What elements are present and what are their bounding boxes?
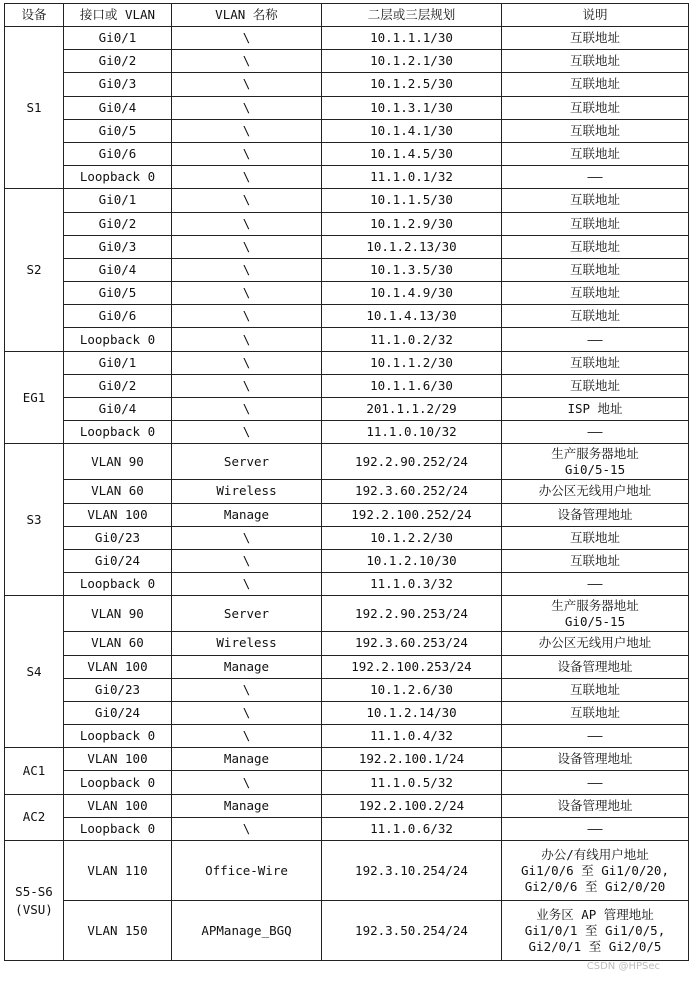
- header-row: [5, 4, 689, 27]
- address-cell: 192.2.100.1/24: [322, 748, 502, 771]
- vlan-name-cell: \: [172, 351, 322, 374]
- address-cell: 192.2.90.253/24: [322, 596, 502, 632]
- interface-cell: Gi0/1: [64, 351, 172, 374]
- interface-cell: Gi0/1: [64, 189, 172, 212]
- vlan-name-cell: \: [172, 678, 322, 701]
- description-cell: 业务区 AP 管理地址 Gi1/0/1 至 Gi1/0/5, Gi2/0/1 至 Gi2/0/5: [502, 901, 689, 961]
- interface-cell: Gi0/2: [64, 212, 172, 235]
- address-cell: 11.1.0.2/32: [322, 328, 502, 351]
- table-row: [5, 166, 689, 189]
- table-row: [5, 50, 689, 73]
- header-address-plan: 二层或三层规划: [322, 4, 502, 27]
- description-cell: 互联地址: [502, 73, 689, 96]
- description-cell: 互联地址: [502, 119, 689, 142]
- interface-cell: VLAN 60: [64, 480, 172, 503]
- address-cell: 192.3.60.253/24: [322, 632, 502, 655]
- header-description: 说明: [502, 4, 689, 27]
- vlan-name-cell: \: [172, 573, 322, 596]
- description-cell: 互联地址: [502, 282, 689, 305]
- watermark: CSDN @HPSec: [586, 961, 660, 972]
- vlan-name-cell: Server: [172, 596, 322, 632]
- address-cell: 10.1.1.5/30: [322, 189, 502, 212]
- vlan-name-cell: Wireless: [172, 632, 322, 655]
- vlan-name-cell: Office-Wire: [172, 841, 322, 901]
- table-row: [5, 655, 689, 678]
- description-cell: 互联地址: [502, 701, 689, 724]
- device-cell: S3: [5, 444, 64, 596]
- interface-cell: Gi0/24: [64, 701, 172, 724]
- address-cell: 11.1.0.10/32: [322, 421, 502, 444]
- device-cell: AC2: [5, 794, 64, 840]
- interface-cell: Gi0/3: [64, 73, 172, 96]
- description-cell: 互联地址: [502, 212, 689, 235]
- interface-cell: VLAN 110: [64, 841, 172, 901]
- interface-cell: Gi0/23: [64, 678, 172, 701]
- table-row: [5, 632, 689, 655]
- address-cell: 10.1.2.14/30: [322, 701, 502, 724]
- table-row: [5, 73, 689, 96]
- address-cell: 192.3.60.252/24: [322, 480, 502, 503]
- address-cell: 10.1.2.2/30: [322, 526, 502, 549]
- table-row: [5, 503, 689, 526]
- interface-cell: Gi0/24: [64, 549, 172, 572]
- header-device: 设备: [5, 4, 64, 27]
- table-row: [5, 841, 689, 901]
- description-cell: ——: [502, 771, 689, 794]
- interface-cell: VLAN 90: [64, 444, 172, 480]
- address-cell: 11.1.0.6/32: [322, 817, 502, 840]
- table-row: [5, 27, 689, 50]
- vlan-name-cell: \: [172, 725, 322, 748]
- description-cell: 互联地址: [502, 235, 689, 258]
- interface-cell: VLAN 100: [64, 748, 172, 771]
- address-cell: 192.2.90.252/24: [322, 444, 502, 480]
- device-cell: S1: [5, 27, 64, 189]
- header-interface: 接口或 VLAN: [64, 4, 172, 27]
- description-cell: 生产服务器地址 Gi0/5-15: [502, 444, 689, 480]
- vlan-name-cell: \: [172, 328, 322, 351]
- interface-cell: VLAN 60: [64, 632, 172, 655]
- vlan-name-cell: Server: [172, 444, 322, 480]
- description-cell: ——: [502, 573, 689, 596]
- table-row: [5, 305, 689, 328]
- interface-cell: Loopback 0: [64, 166, 172, 189]
- table-row: [5, 794, 689, 817]
- vlan-name-cell: \: [172, 27, 322, 50]
- interface-cell: Gi0/6: [64, 305, 172, 328]
- vlan-name-cell: \: [172, 212, 322, 235]
- vlan-name-cell: \: [172, 258, 322, 281]
- table-row: [5, 678, 689, 701]
- table-row: [5, 258, 689, 281]
- address-cell: 10.1.2.5/30: [322, 73, 502, 96]
- interface-cell: Loopback 0: [64, 573, 172, 596]
- table-row: [5, 142, 689, 165]
- vlan-name-cell: Manage: [172, 748, 322, 771]
- vlan-name-cell: \: [172, 189, 322, 212]
- vlan-name-cell: \: [172, 701, 322, 724]
- description-cell: ——: [502, 725, 689, 748]
- address-cell: 11.1.0.5/32: [322, 771, 502, 794]
- interface-cell: VLAN 150: [64, 901, 172, 961]
- description-cell: 互联地址: [502, 189, 689, 212]
- header-vlan-name: VLAN 名称: [172, 4, 322, 27]
- description-cell: 生产服务器地址 Gi0/5-15: [502, 596, 689, 632]
- interface-cell: Gi0/4: [64, 258, 172, 281]
- description-cell: 互联地址: [502, 526, 689, 549]
- address-cell: 192.3.50.254/24: [322, 901, 502, 961]
- description-cell: 互联地址: [502, 142, 689, 165]
- description-cell: 办公/有线用户地址 Gi1/0/6 至 Gi1/0/20, Gi2/0/6 至 Gi2/0/20: [502, 841, 689, 901]
- address-cell: 11.1.0.4/32: [322, 725, 502, 748]
- table-row: [5, 351, 689, 374]
- description-cell: 设备管理地址: [502, 655, 689, 678]
- interface-cell: Gi0/1: [64, 27, 172, 50]
- description-cell: 互联地址: [502, 305, 689, 328]
- vlan-name-cell: APManage_BGQ: [172, 901, 322, 961]
- interface-cell: VLAN 90: [64, 596, 172, 632]
- description-cell: 互联地址: [502, 549, 689, 572]
- device-cell: S2: [5, 189, 64, 351]
- table-row: [5, 235, 689, 258]
- interface-cell: Gi0/5: [64, 119, 172, 142]
- table-row: [5, 901, 689, 961]
- description-cell: 互联地址: [502, 374, 689, 397]
- vlan-name-cell: Manage: [172, 794, 322, 817]
- table-row: [5, 817, 689, 840]
- network-plan-table: [4, 3, 689, 961]
- interface-cell: Loopback 0: [64, 817, 172, 840]
- address-cell: 10.1.2.9/30: [322, 212, 502, 235]
- vlan-name-cell: \: [172, 73, 322, 96]
- description-cell: 设备管理地址: [502, 748, 689, 771]
- address-cell: 192.2.100.253/24: [322, 655, 502, 678]
- address-cell: 10.1.2.1/30: [322, 50, 502, 73]
- table-row: [5, 480, 689, 503]
- vlan-name-cell: \: [172, 305, 322, 328]
- address-cell: 10.1.4.5/30: [322, 142, 502, 165]
- table-row: [5, 421, 689, 444]
- address-cell: 10.1.2.10/30: [322, 549, 502, 572]
- table-row: [5, 328, 689, 351]
- table-row: [5, 701, 689, 724]
- device-cell: AC1: [5, 748, 64, 794]
- description-cell: 互联地址: [502, 678, 689, 701]
- table-row: [5, 526, 689, 549]
- address-cell: 10.1.1.2/30: [322, 351, 502, 374]
- description-cell: ISP 地址: [502, 398, 689, 421]
- table-row: [5, 725, 689, 748]
- address-cell: 10.1.4.13/30: [322, 305, 502, 328]
- vlan-name-cell: \: [172, 142, 322, 165]
- description-cell: ——: [502, 328, 689, 351]
- table-row: [5, 596, 689, 632]
- interface-cell: Gi0/2: [64, 50, 172, 73]
- table-row: [5, 374, 689, 397]
- description-cell: 设备管理地址: [502, 503, 689, 526]
- address-cell: 192.2.100.2/24: [322, 794, 502, 817]
- vlan-name-cell: Manage: [172, 503, 322, 526]
- network-plan-table-wrapper: [4, 3, 689, 961]
- vlan-name-cell: \: [172, 374, 322, 397]
- description-cell: 互联地址: [502, 50, 689, 73]
- address-cell: 10.1.4.9/30: [322, 282, 502, 305]
- interface-cell: VLAN 100: [64, 655, 172, 678]
- interface-cell: Loopback 0: [64, 771, 172, 794]
- vlan-name-cell: \: [172, 119, 322, 142]
- description-cell: 互联地址: [502, 258, 689, 281]
- interface-cell: Loopback 0: [64, 725, 172, 748]
- description-cell: 互联地址: [502, 96, 689, 119]
- table-row: [5, 444, 689, 480]
- address-cell: 10.1.3.1/30: [322, 96, 502, 119]
- interface-cell: VLAN 100: [64, 503, 172, 526]
- address-cell: 11.1.0.1/32: [322, 166, 502, 189]
- table-row: [5, 398, 689, 421]
- address-cell: 10.1.1.1/30: [322, 27, 502, 50]
- address-cell: 10.1.2.13/30: [322, 235, 502, 258]
- description-cell: 办公区无线用户地址: [502, 480, 689, 503]
- interface-cell: Gi0/4: [64, 398, 172, 421]
- table-row: [5, 573, 689, 596]
- vlan-name-cell: \: [172, 282, 322, 305]
- address-cell: 201.1.1.2/29: [322, 398, 502, 421]
- device-cell: EG1: [5, 351, 64, 444]
- interface-cell: Gi0/2: [64, 374, 172, 397]
- table-body: [5, 27, 689, 961]
- vlan-name-cell: \: [172, 235, 322, 258]
- description-cell: 互联地址: [502, 351, 689, 374]
- address-cell: 10.1.2.6/30: [322, 678, 502, 701]
- interface-cell: VLAN 100: [64, 794, 172, 817]
- device-cell: S4: [5, 596, 64, 748]
- description-cell: 互联地址: [502, 27, 689, 50]
- interface-cell: Loopback 0: [64, 421, 172, 444]
- vlan-name-cell: \: [172, 421, 322, 444]
- vlan-name-cell: \: [172, 549, 322, 572]
- table-row: [5, 771, 689, 794]
- table-row: [5, 119, 689, 142]
- vlan-name-cell: Wireless: [172, 480, 322, 503]
- description-cell: 办公区无线用户地址: [502, 632, 689, 655]
- vlan-name-cell: \: [172, 771, 322, 794]
- table-row: [5, 282, 689, 305]
- interface-cell: Gi0/5: [64, 282, 172, 305]
- vlan-name-cell: \: [172, 166, 322, 189]
- interface-cell: Gi0/6: [64, 142, 172, 165]
- address-cell: 10.1.1.6/30: [322, 374, 502, 397]
- vlan-name-cell: \: [172, 96, 322, 119]
- address-cell: 192.2.100.252/24: [322, 503, 502, 526]
- vlan-name-cell: \: [172, 526, 322, 549]
- vlan-name-cell: \: [172, 50, 322, 73]
- description-cell: ——: [502, 421, 689, 444]
- address-cell: 11.1.0.3/32: [322, 573, 502, 596]
- interface-cell: Loopback 0: [64, 328, 172, 351]
- interface-cell: Gi0/3: [64, 235, 172, 258]
- table-row: [5, 748, 689, 771]
- address-cell: 10.1.3.5/30: [322, 258, 502, 281]
- table-row: [5, 212, 689, 235]
- device-cell: S5-S6 (VSU): [5, 841, 64, 961]
- table-row: [5, 96, 689, 119]
- table-row: [5, 549, 689, 572]
- interface-cell: Gi0/23: [64, 526, 172, 549]
- vlan-name-cell: \: [172, 398, 322, 421]
- address-cell: 192.3.10.254/24: [322, 841, 502, 901]
- description-cell: 设备管理地址: [502, 794, 689, 817]
- vlan-name-cell: \: [172, 817, 322, 840]
- table-row: [5, 189, 689, 212]
- vlan-name-cell: Manage: [172, 655, 322, 678]
- interface-cell: Gi0/4: [64, 96, 172, 119]
- description-cell: ——: [502, 166, 689, 189]
- description-cell: ——: [502, 817, 689, 840]
- address-cell: 10.1.4.1/30: [322, 119, 502, 142]
